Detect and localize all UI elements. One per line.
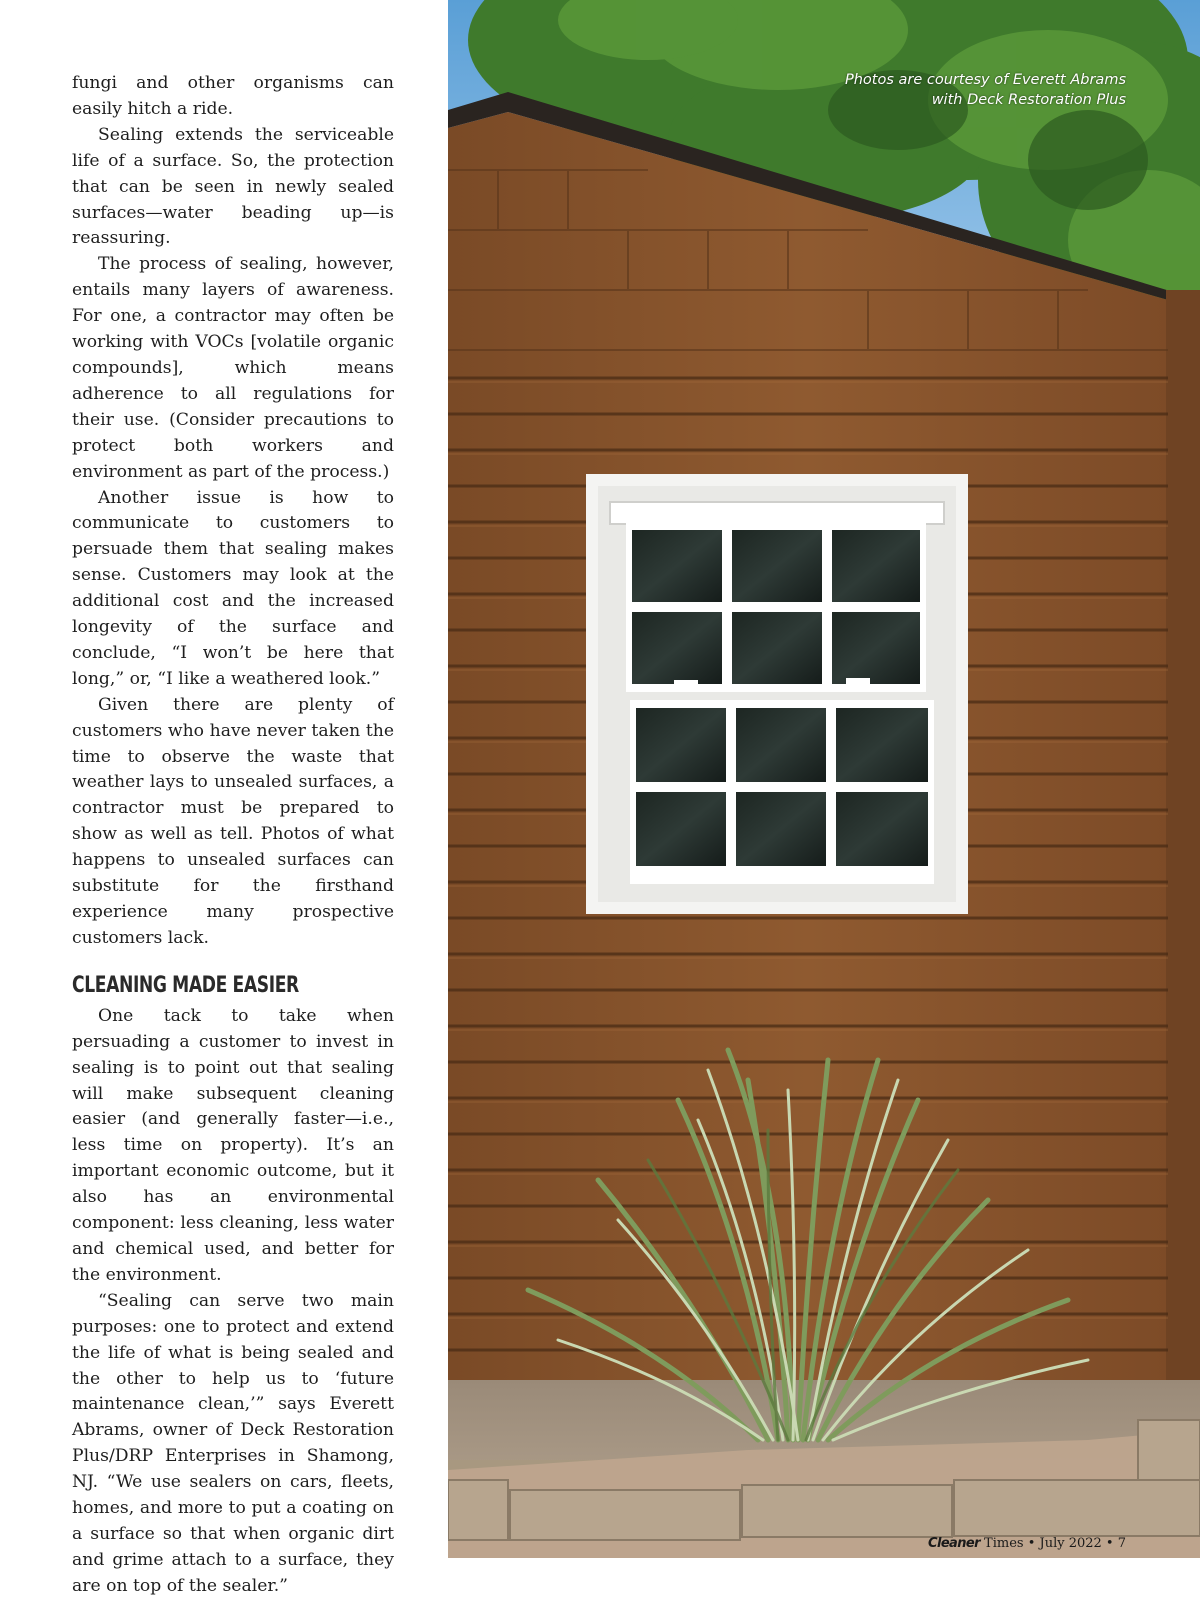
- page-footer: [928, 1536, 1126, 1551]
- section-heading: CLEANING MADE EASIER: [72, 972, 299, 998]
- paragraph: fungi and other organisms can easily hitch a ride.: [72, 73, 394, 119]
- paragraph: One tack to take when persuading a customer to invest in sealing is to point out that sealing will make subsequent cleaning easier (and generally faster—i.e., less time on property). It’s an important economic outcome, but it also has an environmental component: less cleaning, less water and chemical used, and better for the environment.: [72, 1005, 394, 1285]
- window: [586, 474, 968, 914]
- article-column: [72, 71, 394, 1600]
- paragraph: Given there are plenty of customers who have never taken the time to observe the waste that weather lays to unsealed surfaces, a contractor must be prepared to show as well as tell. Photos of what happens to unsealed surfaces can substitute for the firsthand experience many prospective customers lack.: [72, 694, 394, 948]
- paragraph: The process of sealing, however, entails many layers of awareness. For one, a contractor may often be working with VOCs [volatile organic compounds], which means adherence to all regulations for their use. (Consider precautions to protect both workers and environment as part of the process.): [72, 254, 394, 482]
- caption-line: Photos are courtesy of Everett Abrams: [844, 72, 1126, 88]
- footer-brand: Cleaner: [928, 1536, 980, 1551]
- paragraph: “Sealing can serve two main purposes: one to protect and extend the life of what is being sealed and the other to help us to ‘future maintenance clean,’” says Everett Abrams, owner of Deck Restoration Plus/DRP Enterprises in Shamong, NJ. “We use sealers on cars, fleets, homes, and more to put a coating on a surface so that when organic dirt and grime attach to a surface, they are on top of the sealer.”: [72, 1290, 394, 1596]
- paragraph: Another issue is how to communicate to customers to persuade them that sealing makes sense. Customers may look at the additional cost and the increased longevity of the surface and conclude, “I won’t be here that long,” or, “I like a weathered look.”: [72, 487, 394, 689]
- shed-photo: [448, 0, 1200, 1558]
- paragraph: Sealing extends the serviceable life of a surface. So, the protection that can be seen in newly sealed surfaces—water beading up—is reassuring.: [72, 124, 394, 249]
- caption-line: with Deck Restoration Plus: [931, 92, 1126, 108]
- footer-info: Times • July 2022 • 7: [979, 1536, 1126, 1551]
- photo-caption: [845, 70, 1126, 110]
